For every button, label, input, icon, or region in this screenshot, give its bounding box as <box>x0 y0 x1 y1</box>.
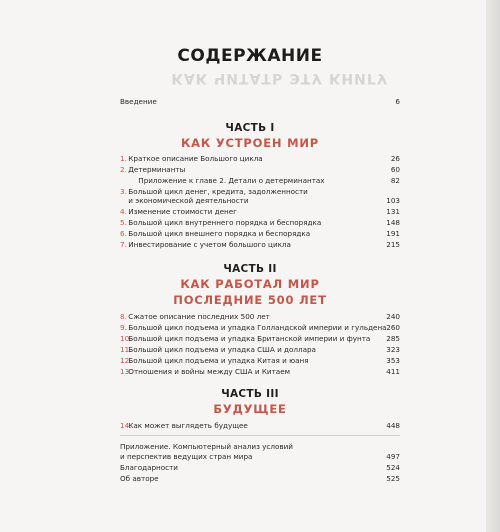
toc-entry-page: 6 <box>395 97 400 106</box>
toc-entry[interactable] <box>120 239 400 251</box>
toc-entry-about-author[interactable] <box>120 473 400 485</box>
toc-entry[interactable] <box>120 366 400 378</box>
chapter-number: 13. <box>120 367 132 376</box>
part-2-title-line-2: ПОСЛЕДНИЕ 500 ЛЕТ <box>173 293 327 307</box>
toc-entry-text: Большой цикл подъема и упадка Китая и юаня <box>128 356 309 365</box>
toc-entry-page: 497 <box>386 452 400 461</box>
chapter-number: 6. <box>120 229 127 238</box>
part-3-label: ЧАСТЬ III <box>221 388 279 400</box>
toc-entry-text: Приложение к главе 2. Детали о детерминантах <box>138 176 325 185</box>
toc-entry-page: 60 <box>390 165 400 174</box>
chapter-number: 7. <box>120 240 127 249</box>
toc-entry-text: Изменение стоимости денег <box>128 207 237 216</box>
toc-entry-text: и экономической деятельности <box>128 196 249 205</box>
toc-entry-intro[interactable] <box>120 96 400 108</box>
toc-entry-page: 260 <box>386 323 400 332</box>
toc-entry-text: Большой цикл подъема и упадка Голландской империи и гульдена <box>128 323 387 332</box>
toc-entry-text: Большой цикл внешнего порядка и беспорядка <box>128 229 311 238</box>
chapter-number: 11. <box>120 345 132 354</box>
toc-entry-page: 411 <box>386 367 400 376</box>
toc-entry-text: Приложение. Компьютерный анализ условий <box>120 442 293 451</box>
toc-entry-text: Большой цикл подъема и упадка Британской империи и фунта <box>128 334 371 343</box>
toc-entry-text: Благодарности <box>120 463 178 472</box>
toc-entry-text: Введение <box>120 97 157 106</box>
part-1-title: КАК УСТРОЕН МИР <box>180 136 320 150</box>
chapter-number: 9. <box>120 323 127 332</box>
chapter-number: 4. <box>120 207 127 216</box>
toc-entry-page: 323 <box>386 345 400 354</box>
toc-entry-text: Большой цикл денег, кредита, задолженности <box>128 187 308 196</box>
toc-entry-page: 82 <box>390 176 400 185</box>
chapter-number: 3. <box>120 187 127 196</box>
chapter-number: 1. <box>120 154 127 163</box>
toc-entry-page: 353 <box>386 356 400 365</box>
section-divider <box>120 435 400 436</box>
toc-entry-text: Как может выглядеть будущее <box>128 421 248 430</box>
part-2-label: ЧАСТЬ II <box>223 263 277 275</box>
show-through-heading: КАК ЧИТАТЬ ЭТУ КНИГУ <box>171 70 389 86</box>
toc-entry-text: Сжатое описание последних 500 лет <box>128 312 270 321</box>
toc-entry-text: Отношения и войны между США и Китаем <box>128 367 291 376</box>
toc-entry-text: Большой цикл внутреннего порядка и беспорядка <box>128 218 322 227</box>
toc-entry-text: Детерминанты <box>128 165 186 174</box>
chapter-number: 12. <box>120 356 132 365</box>
part-2-title-line-1: КАК РАБОТАЛ МИР <box>180 277 320 291</box>
toc-entry-page: 191 <box>386 229 400 238</box>
toc-entry-page: 285 <box>386 334 400 343</box>
chapter-number: 10. <box>120 334 132 343</box>
page-title: СОДЕРЖАНИЕ <box>177 46 323 66</box>
part-1-label: ЧАСТЬ I <box>225 122 275 134</box>
toc-entry-page: 215 <box>386 240 400 249</box>
toc-entry-text: Краткое описание Большого цикла <box>128 154 263 163</box>
toc-entry-page: 525 <box>386 474 400 483</box>
chapter-number: 2. <box>120 165 127 174</box>
toc-entry-page: 131 <box>386 207 400 216</box>
chapter-number: 14. <box>120 421 132 430</box>
chapter-number: 5. <box>120 218 127 227</box>
toc-entry-text: и перспектив ведущих стран мира <box>120 452 253 461</box>
toc-entry-page: 26 <box>390 154 400 163</box>
toc-entry-page: 448 <box>386 421 400 430</box>
toc-entry-page: 240 <box>386 312 400 321</box>
toc-entry[interactable] <box>120 420 400 432</box>
toc-entry-page: 148 <box>386 218 400 227</box>
toc-entry-page: 524 <box>386 463 400 472</box>
toc-entry-text: Большой цикл подъема и упадка США и доллара <box>128 345 316 354</box>
toc-entry-page: 103 <box>386 196 400 205</box>
chapter-number: 8. <box>120 312 127 321</box>
part-3-title: БУДУЩЕЕ <box>213 402 287 416</box>
toc-entry-text: Инвестирование с учетом большого цикла <box>128 240 291 249</box>
toc-entry-text: Об авторе <box>120 474 159 483</box>
